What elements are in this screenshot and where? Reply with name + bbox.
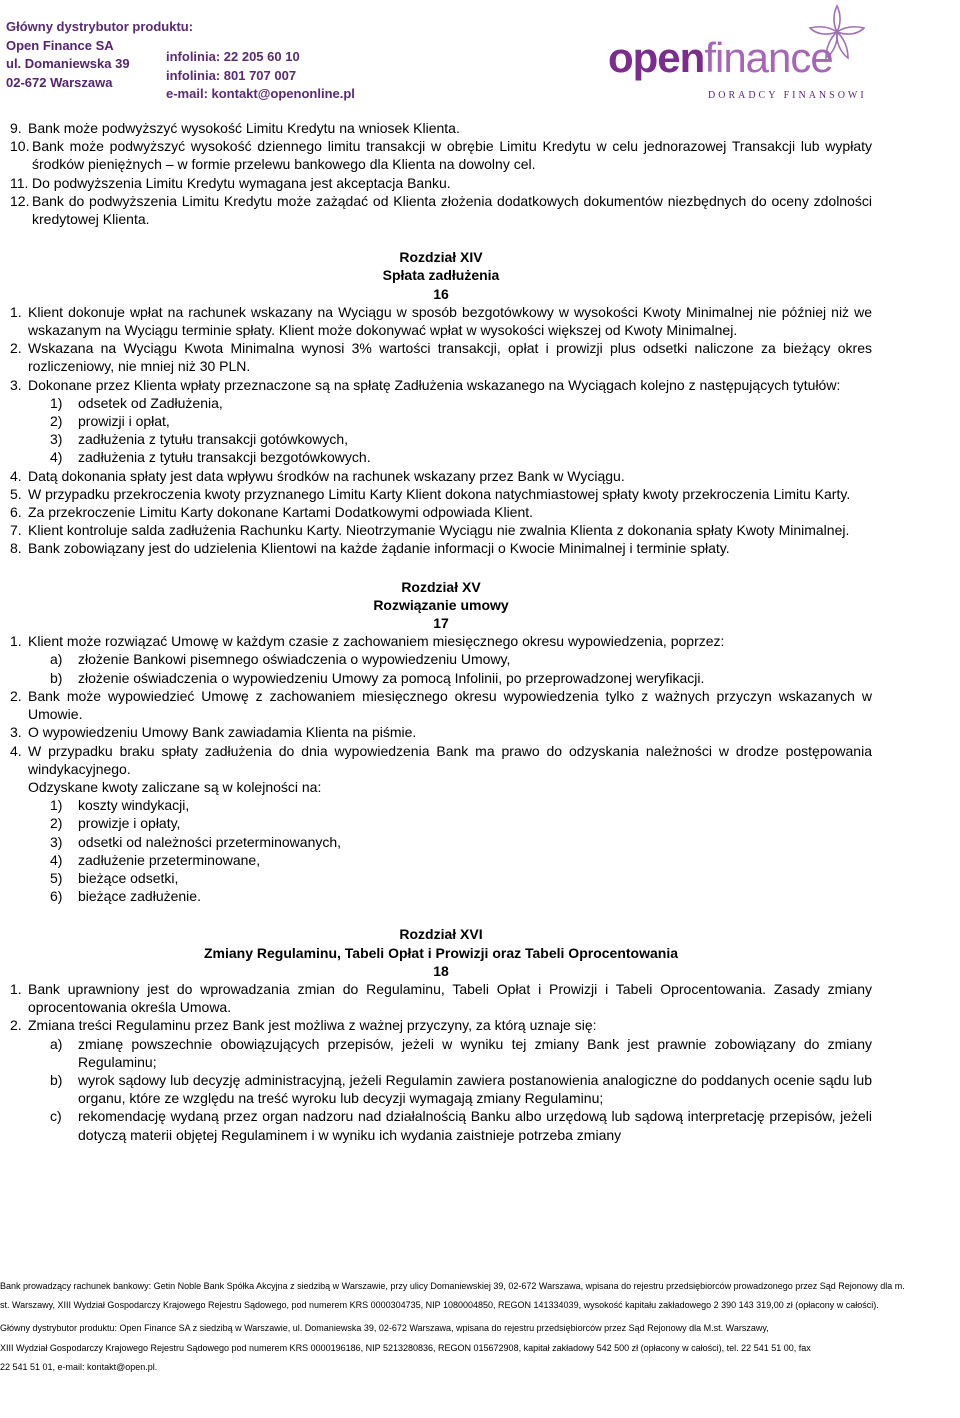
sub-item (50, 669, 872, 687)
sub-item (50, 833, 872, 851)
list-item (10, 503, 872, 521)
sub-text: koszty windykacji, (78, 797, 190, 814)
page-header (0, 0, 960, 108)
item-number: 11. (10, 174, 29, 191)
item-number: 2. (10, 687, 22, 704)
list-item (10, 723, 872, 741)
sub-text: bieżące odsetki, (78, 869, 179, 886)
list-item (10, 119, 872, 137)
hotline-1: infolinia: 22 205 60 10 (166, 49, 300, 64)
hotline-2: infolinia: 801 707 007 (166, 67, 297, 83)
sub-label: 6) (50, 888, 63, 905)
sub-text: zmianę powszechnie obowiązujących przepisów, jeżeli w wyniku tej zmiany Bank jest prawnie zobowiązany do zmiany Regulaminu; (78, 1035, 872, 1070)
item-text: Bank może wypowiedzieć Umowę z zachowaniem miesięcznego okresu wypowiedzenia tylko z ważnych przyczyn wskazanych w Umowie. (28, 687, 872, 723)
sub-text: prowizje i opłaty, (78, 815, 181, 832)
sub-item (50, 796, 872, 814)
paragraph-number: 18 (433, 962, 449, 979)
item-number: 3. (10, 376, 22, 393)
list-item (10, 539, 872, 557)
distributor-block (6, 18, 193, 92)
list-item (10, 174, 872, 192)
sub-label: 1) (50, 394, 63, 411)
list-item (10, 1016, 872, 1034)
sub-item (50, 1071, 872, 1107)
sub-item (50, 851, 872, 869)
item-text: Dokonane przez Klienta wpłaty przeznaczone są na spłatę Zadłużenia wskazanego na Wyciągach kolejno z następujących tytułów: (28, 376, 841, 393)
sub-text: wyrok sądowy lub decyzję administracyjną, jeżeli Regulamin zawiera postanowienia analogiczne do poddanych ocenie sądu lub organu, które ze względu na treść wyroku lub decyzji wymagają zmiany Regulaminu; (78, 1071, 872, 1107)
sub-text: zadłużenie przeterminowane, (78, 851, 261, 868)
list-item (10, 742, 872, 778)
sub-item (50, 814, 872, 832)
item-text: Za przekroczenie Limitu Karty dokonane Kartami Dodatkowymi odpowiada Klient. (28, 504, 534, 521)
chapter-title: Rozdział XVI (399, 926, 483, 943)
contact-block (166, 48, 355, 104)
list-item (10, 485, 872, 503)
item-number: 12. (10, 192, 30, 209)
open-finance-logo (608, 34, 867, 101)
distributor-street: ul. Domaniewska 39 (6, 56, 130, 71)
distributor-city: 02-672 Warszawa (6, 74, 113, 90)
distributor-name: Open Finance SA (6, 37, 114, 53)
order-intro: Odzyskane kwoty zaliczane są w kolejności na: (28, 778, 322, 795)
item-text: Datą dokonania spłaty jest data wpływu środków na rachunek wskazany przez Bank w Wyciągu. (28, 467, 625, 484)
list-item (10, 687, 872, 723)
sub-label: a) (50, 651, 63, 668)
sub-label: 4) (50, 449, 63, 466)
list-item (10, 137, 872, 173)
item-number: 4. (10, 742, 22, 759)
item-text: O wypowiedzeniu Umowy Bank zawiadamia Klienta na piśmie. (28, 724, 417, 741)
item-number: 9. (10, 120, 22, 136)
sub-text: odsetki od należności przeterminowanych, (78, 833, 342, 850)
item-text: Klient dokonuje wpłat na rachunek wskazany na Wyciągu w sposób bezgotówkowy w wysokości Kwoty Minimalnej nie później niż we wskazanym na Wyciągu terminie spłaty. Klient może dokonywać wpłat w wysokości większej od Kwoty Minimalnej. (28, 303, 872, 339)
logo-open-text: open (608, 34, 705, 81)
logo-finance-text: finance (704, 34, 833, 81)
contact-email[interactable]: e-mail: kontakt@openonline.pl (166, 86, 355, 101)
sub-item (50, 430, 872, 448)
sub-label: 4) (50, 851, 63, 868)
item-number: 4. (10, 467, 22, 484)
list-item (10, 303, 872, 339)
chapter-subtitle: Spłata zadłużenia (382, 267, 500, 284)
list-item (10, 980, 872, 1016)
item-number: 5. (10, 485, 22, 502)
paragraph-number: 16 (433, 285, 449, 302)
sub-label: 5) (50, 869, 63, 886)
chapter-subtitle: Rozwiązanie umowy (373, 596, 509, 613)
item-number: 7. (10, 522, 22, 539)
chapter-title: Rozdział XV (401, 578, 481, 595)
list-item (10, 376, 872, 394)
footer-bank-line: st. Warszawy, XIII Wydział Gospodarczy Krajowego Rejestru Sądowego, pod numerem KRS 0000304735, NIP 1080004850, REGON 141334039, wysokość kapitału zakładowego 2 390 143 319,00 zł (opłacony w całości). (0, 1300, 879, 1311)
logo-tagline: DORADCY FINANSOWI (708, 90, 867, 101)
sub-label: 2) (50, 815, 63, 832)
item-text: Klient może rozwiązać Umowę w każdym czasie z zachowaniem miesięcznego okresu wypowiedzenia, poprzez: (28, 633, 725, 650)
list-item (10, 521, 872, 539)
sub-item (50, 412, 872, 430)
footer-bank-line: Bank prowadzący rachunek bankowy: Getin Noble Bank Spółka Akcyjna z siedzibą w Warszawie, przy ulicy Domaniewskiej 39, 02-672 Warszawa, wpisana do rejestru przedsiębiorców prowadzonego przez Sąd Rejonowy dla m. (0, 1281, 905, 1291)
item-number: 1. (10, 303, 22, 320)
document-body (10, 119, 872, 1144)
footer-distributor-line: 22 541 51 01, e-mail: kontakt@open.pl. (0, 1361, 158, 1372)
item-number: 8. (10, 540, 22, 557)
sub-text: zadłużenia z tytułu transakcji gotówkowych, (78, 431, 349, 448)
sub-text: rekomendację wydaną przez organ nadzoru nad działalnością Banku albo urzędową lub sądową interpretację przepisów, jeżeli dotyczą materii objętej Regulaminem i w wyniku ich wydania zaistnieje potrzeba zmiany (78, 1108, 872, 1143)
footer-distributor-line: Główny dystrybutor produktu: Open Finance SA z siedzibą w Warszawie, ul. Domaniewska 39, 02-672 Warszawa, wpisana do rejestru przedsiębiorców przez Sąd Rejonowy dla M.st. Warszawy, (0, 1323, 769, 1334)
sub-label: 3) (50, 833, 63, 850)
sub-label: 3) (50, 431, 63, 448)
item-text: Zmiana treści Regulaminu przez Bank jest możliwa z ważnej przyczyny, za którą uznaje się: (28, 1017, 597, 1034)
sub-label: a) (50, 1035, 63, 1052)
sub-text: odsetek od Zadłużenia, (78, 394, 223, 411)
sub-text: złożenie oświadczenia o wypowiedzeniu Umowy za pomocą Infolinii, po przeprowadzonej weryfikacji. (78, 669, 705, 686)
sub-item (50, 394, 872, 412)
page-footer (0, 1277, 960, 1377)
sub-label: 1) (50, 797, 63, 814)
item-text: Bank zobowiązany jest do udzielenia Klientowi na każde żądanie informacji o Kwocie Minimalnej i terminie spłaty. (28, 540, 730, 557)
sub-label: b) (50, 1071, 63, 1088)
item-number: 2. (10, 340, 22, 357)
paragraph-number: 17 (433, 615, 449, 632)
sub-label: 2) (50, 413, 63, 430)
item-text: Klient kontroluje salda zadłużenia Rachunku Karty. Nieotrzymanie Wyciągu nie zwalnia Klienta z dokonania spłaty Kwoty Minimalnej. (28, 522, 850, 539)
list-item (10, 467, 872, 485)
distributor-label: Główny dystrybutor produktu: (6, 19, 194, 34)
sub-text: bieżące zadłużenie. (78, 888, 201, 905)
list-item (10, 192, 872, 228)
item-text: Do podwyższenia Limitu Kredytu wymagana jest akceptacja Banku. (32, 174, 451, 191)
sub-item (50, 448, 872, 466)
item-number: 3. (10, 724, 22, 741)
item-number: 2. (10, 1017, 22, 1034)
chapter-title: Rozdział XIV (399, 249, 483, 266)
sub-label: c) (50, 1108, 62, 1125)
sub-label: b) (50, 669, 63, 686)
sub-text: zadłużenia z tytułu transakcji bezgotówkowych. (78, 449, 371, 466)
sub-item (50, 1035, 872, 1071)
item-text: Bank do podwyższenia Limitu Kredytu może zażądać od Klienta złożenia dodatkowych dokumentów niezbędnych do oceny zdolności kredytowej Klienta. (32, 192, 872, 228)
footer-distributor-line: XIII Wydział Gospodarczy Krajowego Rejestru Sądowego pod numerem KRS 0000196186, NIP 5213280836, REGON 015672908, kapitał zakładowy 542 500 zł (opłacony w całości), tel. 22 541 51 00, fax (0, 1342, 811, 1353)
item-text: Bank uprawniony jest do wprowadzania zmian do Regulaminu, Tabeli Opłat i Prowizji i Tabeli Oprocentowania. Zasady zmiany oprocentowania określa Umowa. (28, 980, 872, 1016)
item-text: W przypadku przekroczenia kwoty przyznanego Limitu Karty Klient dokona natychmiastowej spłaty kwoty przekroczenia Limitu Karty. (28, 485, 851, 502)
item-text: W przypadku braku spłaty zadłużenia do dnia wypowiedzenia Bank ma prawo do odzyskania należności w drodze postępowania windykacyjnego. (28, 742, 872, 777)
item-text: Wskazana na Wyciągu Kwota Minimalna wynosi 3% wartości transakcji, opłat i prowizji plus odsetki naliczone za bieżący okres rozliczeniowy, nie mniej niż 30 PLN. (28, 340, 872, 375)
sub-text: prowizji i opłat, (78, 413, 170, 430)
item-number: 10. (10, 138, 30, 155)
sub-item (50, 869, 872, 887)
sub-text: złożenie Bankowi pisemnego oświadczenia o wypowiedzeniu Umowy, (78, 651, 511, 668)
sub-item (50, 1107, 872, 1143)
sub-item (50, 887, 872, 905)
list-item (10, 632, 872, 650)
chapter-subtitle: Zmiany Regulaminu, Tabeli Opłat i Prowizji oraz Tabeli Oprocentowania (203, 944, 678, 961)
item-text: Bank może podwyższyć wysokość dziennego limitu transakcji w obrębie Limitu Kredytu w celu jednorazowej Transakcji lub wypłaty środków pieniężnych – w formie przelewu bankowego dla Klienta na dowolny cel. (32, 138, 872, 173)
list-item (10, 339, 872, 375)
item-number: 1. (10, 633, 22, 650)
item-number: 1. (10, 980, 22, 997)
item-number: 6. (10, 504, 22, 521)
sub-item (50, 650, 872, 668)
item-text: Bank może podwyższyć wysokość Limitu Kredytu na wniosek Klienta. (28, 120, 460, 136)
